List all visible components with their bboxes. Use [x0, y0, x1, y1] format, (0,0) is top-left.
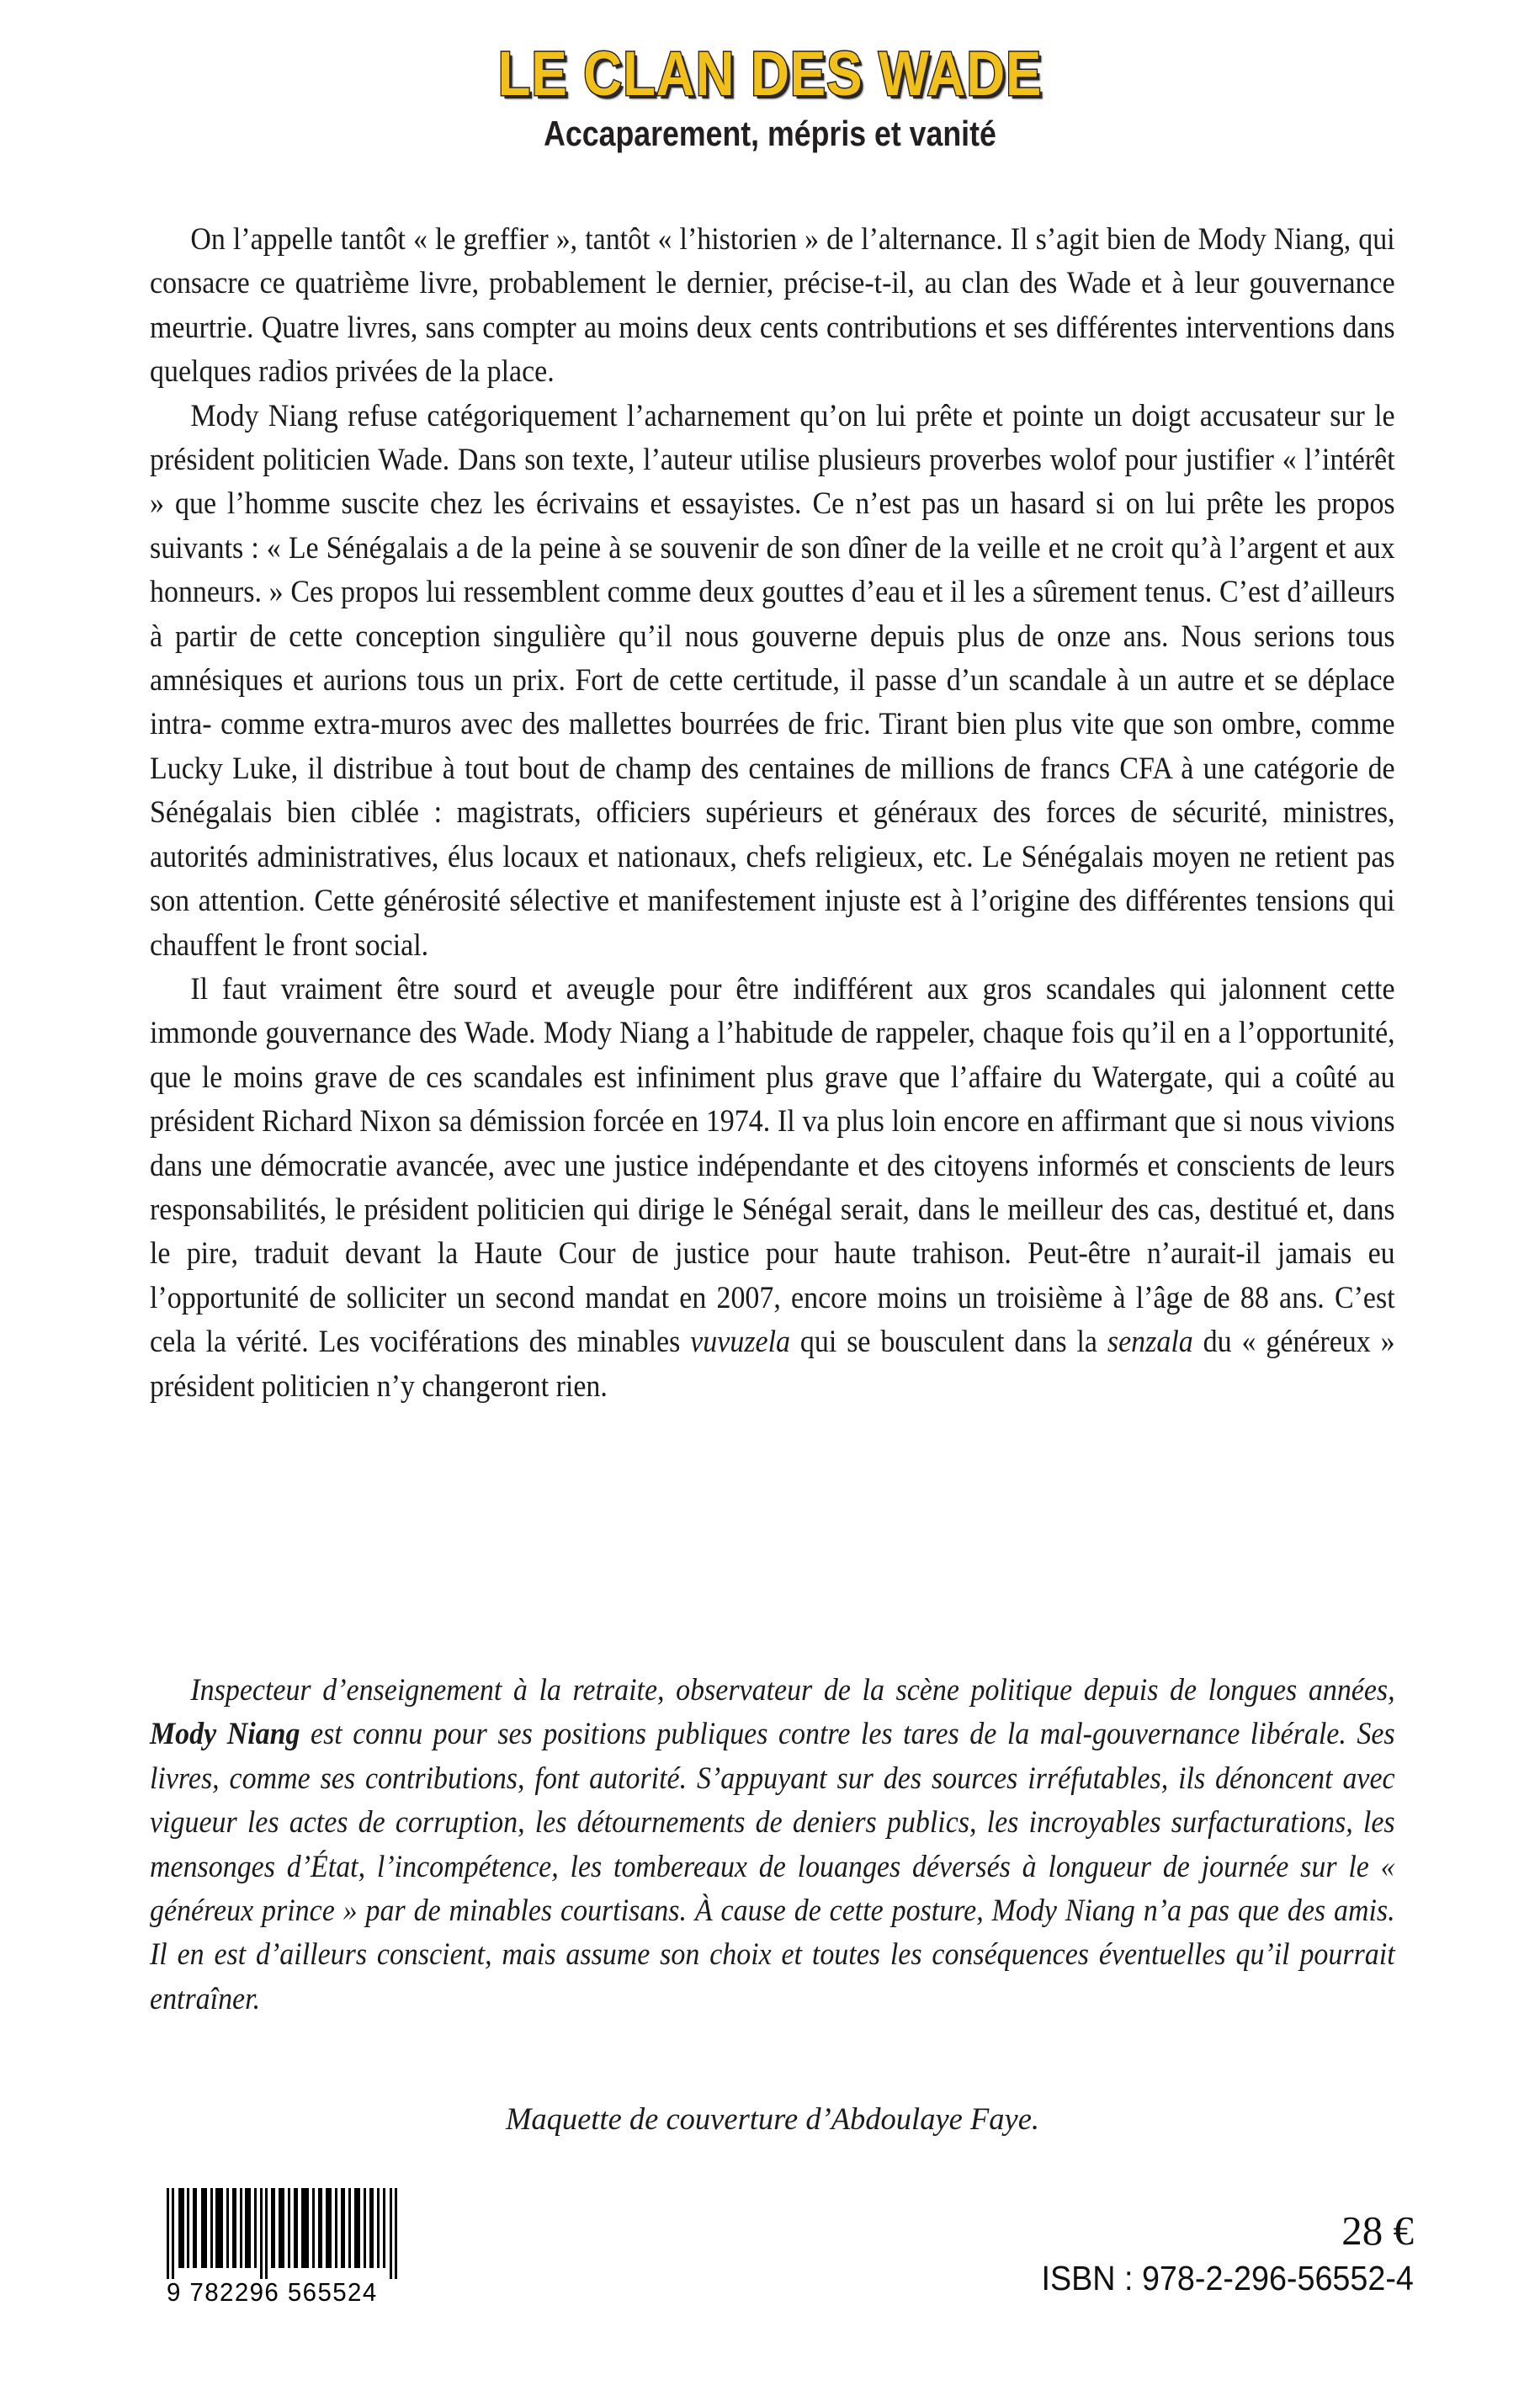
- book-title: LE CLAN DES WADE: [497, 39, 1043, 109]
- author-bio-part-2: est connu pour ses positions publiques contre les tares de la mal-gouvernance libérale. Ses livres, comme ses contributions, font autorité. S’appuyant sur des sources irréfutables, ils dénoncent avec vigueur les actes de corruption, les détournements de deniers publics, les incroyables surfacturations, les mensonges d’État, l’incompétence, les tombereaux de louanges déversés à longueur de journée sur le « généreux prince » par de minables courtisans. À cause de cette posture, Mody Niang n’a pas que des amis. Il en est d’ailleurs conscient, mais assume son choix et toutes les conséquences éventuelles qu’il pourrait entraîner.: [150, 1716, 1395, 2016]
- blurb-paragraph-3-mid: qui se bousculent dans la: [790, 1324, 1107, 1359]
- blurb-text-block: [150, 217, 1395, 1408]
- author-bio-paragraph: [150, 1668, 1395, 2021]
- footer-block: [150, 2188, 1414, 2340]
- blurb-paragraph-2: Mody Niang refuse catégoriquement l’acharnement qu’on lui prête et pointe un doigt accusateur sur le président politicien Wade. Dans son texte, l’auteur utilise plusieurs proverbes wolof pour justifier « l’intérêt » que l’homme suscite chez les écrivains et essayistes. Ce n’est pas un hasard si on lui prête les propos suivants : « Le Sénégalais a de la peine à se souvenir de son dîner de la veille et ne croit qu’à l’argent et aux honneurs. » Ces propos lui ressemblent comme deux gouttes d’eau et il les a sûrement tenus. C’est d’ailleurs à partir de cette conception singulière qu’il nous gouverne depuis plus de onze ans. Nous serions tous amnésiques et aurions tous un prix. Fort de cette certitude, il passe d’un scandale à un autre et se déplace intra- comme extra-muros avec des mallettes bourrées de fric. Tirant bien plus vite que son ombre, comme Lucky Luke, il distribue à tout bout de champ des centaines de millions de francs CFA à une catégorie de Sénégalais bien ciblée : magistrats, officiers supérieurs et généraux des forces de sécurité, ministres, autorités administratives, élus locaux et nationaux, chefs religieux, etc. Le Sénégalais moyen ne retient pas son attention. Cette générosité sélective et manifestement injuste est à l’origine des différentes tensions qui chauffent le front social.: [150, 397, 1395, 962]
- barcode-bars-icon: [167, 2188, 402, 2279]
- title-block: [0, 39, 1540, 153]
- barcode-digits: 9 782296 565524: [167, 2277, 378, 2307]
- blurb-paragraph-3-lead: Il faut vraiment être sourd et aveugle pour être indifférent aux gros scandales qui jalonnent cette immonde gouvernance des Wade. Mody Niang a l’habitude de rappeler, chaque fois qu’il en a l’opportunité, que le moins grave de ces scandales est infiniment plus grave que l’affaire du Watergate, qui a coûté au président Richard Nixon sa démission forcée en 1974. Il va plus loin encore en affirmant que si nous vivions dans une démocratie avancée, avec une justice indépendante et des citoyens informés et conscients de leurs responsabilités, le président politicien qui dirige le Sénégal serait, dans le meilleur des cas, destitué et, dans le pire, traduit devant la Haute Cour de justice pour haute trahison. Peut-être n’aurait-il jamais eu l’opportunité de solliciter un second mandat en 2007, encore moins un troisième à l’âge de 88 ans. C’est cela la vérité. Les vociférations des minables: [150, 970, 1395, 1359]
- blurb-paragraph-1: On l’appelle tantôt « le greffier », tantôt « l’historien » de l’alternance. Il s’agit bien de Mody Niang, qui consacre ce quatrième livre, probablement le dernier, précise-t-il, au clan des Wade et à leur gouvernance meurtrie. Quatre livres, sans compter au moins deux cents contributions et ses différentes interventions dans quelques radios privées de la place.: [150, 221, 1395, 389]
- blurb-paragraph-3-tail: du « généreux » président politicien n’y changeront rien.: [150, 1324, 1395, 1403]
- price-isbn-block: [1009, 2208, 1414, 2299]
- price-label: 28 €: [1341, 2207, 1414, 2254]
- author-bio-part-1: Inspecteur d’enseignement à la retraite, observateur de la scène politique depuis de longues années,: [190, 1672, 1395, 1707]
- author-name: Mody Niang: [150, 1716, 300, 1751]
- book-subtitle: Accaparement, mépris et vanité: [544, 113, 996, 153]
- blurb-italic-senzala: senzala: [1107, 1324, 1193, 1359]
- isbn-label: ISBN : 978-2-296-56552-4: [1041, 2259, 1414, 2297]
- blurb-italic-vuvuzela: vuvuzela: [690, 1324, 791, 1359]
- author-bio-block: [150, 1668, 1395, 2021]
- cover-design-credit: Maquette de couverture d’Abdoulaye Faye.: [505, 2101, 1040, 2136]
- barcode: [167, 2188, 402, 2308]
- blurb-paragraph-3: [150, 967, 1395, 1408]
